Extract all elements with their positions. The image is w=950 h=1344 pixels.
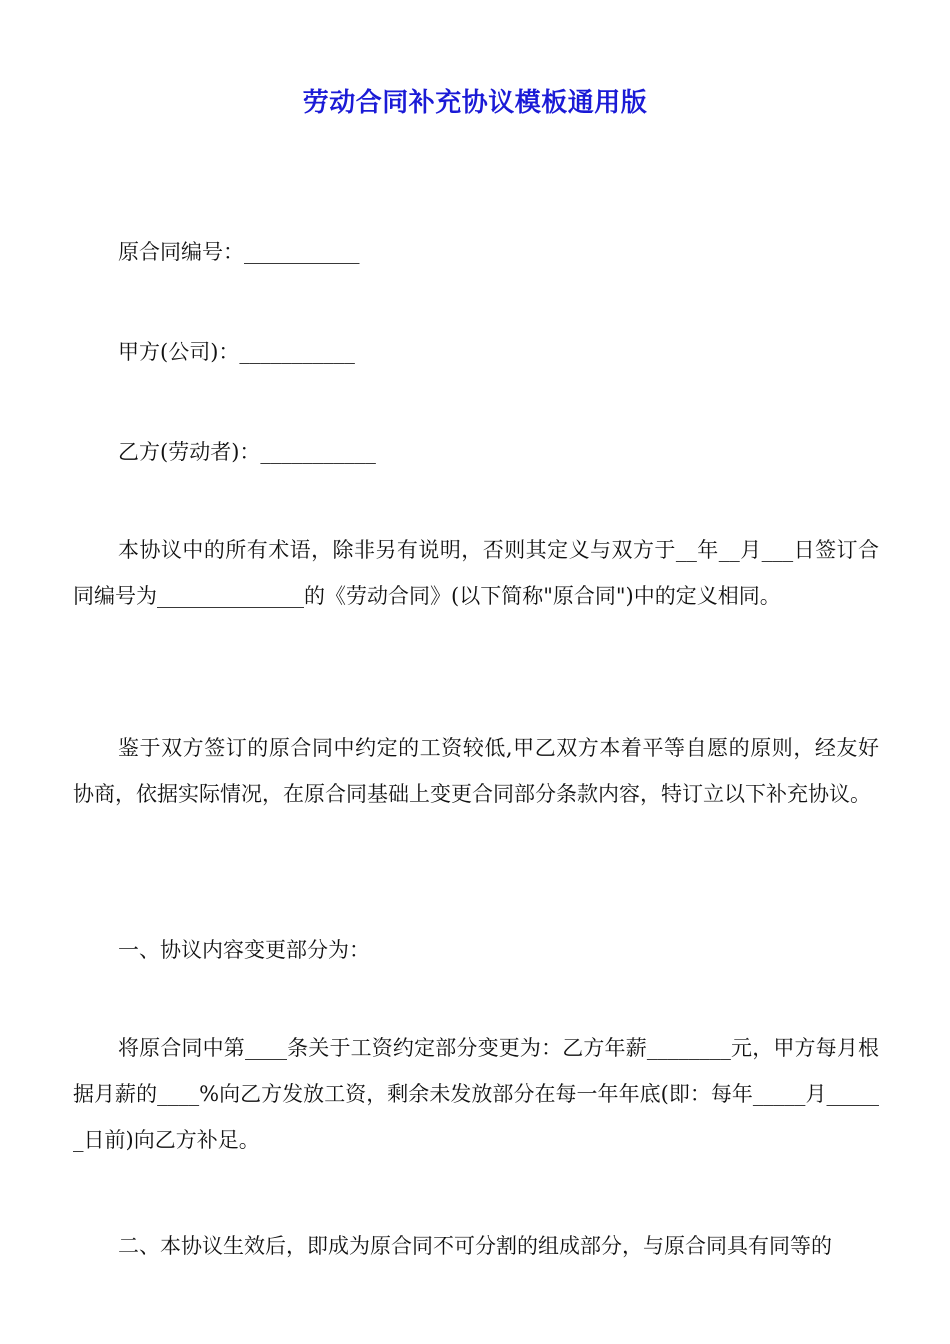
party-a-field: 甲方(公司)：___________ bbox=[118, 340, 355, 364]
terms-definition-paragraph: 本协议中的所有术语，除非另有说明，否则其定义与双方于__年__月___日签订合同编号为______________的《劳动合同》(以下简称"原合同")中的定义相同。 bbox=[73, 538, 879, 608]
section-two-paragraph: 二、本协议生效后，即成为原合同不可分割的组成部分，与原合同具有同等的 bbox=[118, 1234, 832, 1258]
original-contract-number-field: 原合同编号：___________ bbox=[118, 240, 360, 264]
party-b-field: 乙方(劳动者)：___________ bbox=[118, 440, 376, 464]
salary-change-paragraph: 将原合同中第____条关于工资约定部分变更为：乙方年薪________元，甲方每月根据月薪的____%向乙方发放工资，剩余未发放部分在每一年年底(即：每年_____月______日前)向乙方补足。 bbox=[73, 1036, 879, 1152]
background-paragraph: 鉴于双方签订的原合同中约定的工资较低,甲乙双方本着平等自愿的原则，经友好协商，依据实际情况，在原合同基础上变更合同部分条款内容，特订立以下补充协议。 bbox=[73, 736, 879, 806]
section-one-heading: 一、协议内容变更部分为： bbox=[118, 938, 370, 962]
document-title: 劳动合同补充协议模板通用版 bbox=[302, 88, 648, 118]
